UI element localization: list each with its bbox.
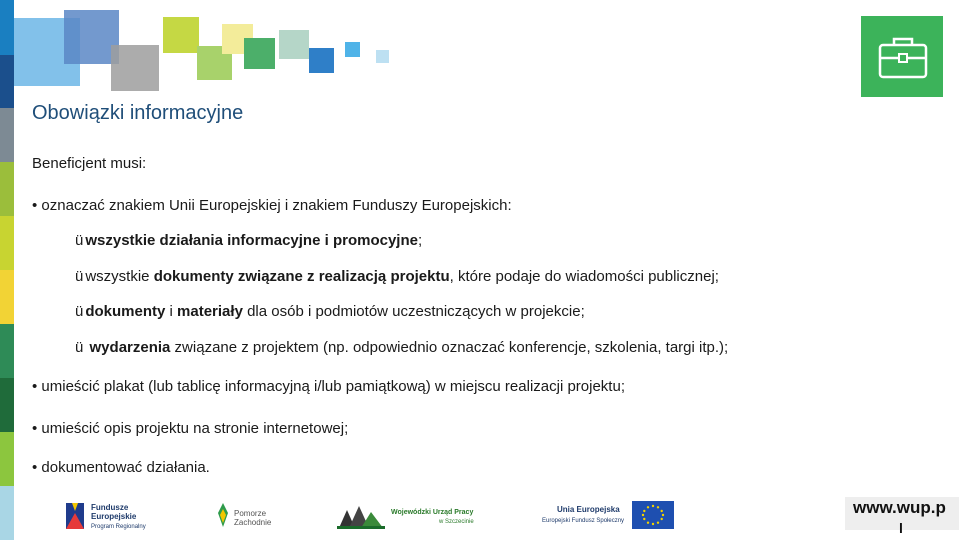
- logo-bar: [0, 495, 960, 540]
- page-title: Obowiązki informacyjne: [32, 102, 244, 124]
- square: [376, 50, 389, 63]
- pomorze-line1: Pomorze: [234, 509, 267, 518]
- bullet-2: • umieścić plakat (lub tablicę informacyjną i/lub pamiątkową) w miejscu realizacji projektu;: [32, 378, 625, 395]
- sub-item-2-pre: wszystkie: [85, 268, 154, 285]
- bullet-1: • oznaczać znakiem Unii Europejskiej i znakiem Funduszy Europejskich:: [32, 197, 512, 214]
- sub-item-4: [75, 339, 728, 356]
- sub-item-3: [75, 303, 585, 320]
- sub-item-4-rest: związane z projektem (np. odpowiednio oznaczać konferencje, szkolenia, targi itp.);: [170, 339, 729, 356]
- checkmark-icon: ü: [75, 232, 84, 249]
- sub-item-1-bold: wszystkie działania informacyjne i promocyjne: [85, 232, 418, 249]
- wup-logo: [337, 500, 487, 534]
- pomorze-logo-icon: [215, 501, 231, 529]
- sub-item-3-bold2: materiały: [177, 303, 243, 320]
- stripe-2: [0, 55, 14, 108]
- stripe-1: [0, 0, 14, 55]
- website-url-text: www.wup.p: [853, 498, 946, 517]
- bullet-3: • umieścić opis projektu na stronie internetowej;: [32, 420, 349, 437]
- stripe-3: [0, 108, 14, 162]
- checkmark-icon: ü: [75, 268, 84, 285]
- fe-line2: Europejskie: [91, 512, 137, 521]
- sub-item-4-bold: wydarzenia: [89, 339, 171, 356]
- eu-flag-icon: [632, 501, 674, 529]
- square: [163, 17, 199, 53]
- stripe-6: [0, 270, 14, 324]
- ue-logo: [540, 501, 680, 535]
- wup-line2: w Szczecinie: [439, 519, 474, 525]
- sub-item-2: [75, 268, 719, 285]
- pomorze-line2: Zachodnie: [234, 518, 272, 527]
- pomorze-logo: [215, 501, 285, 535]
- stripe-9: [0, 432, 14, 486]
- square: [345, 42, 360, 57]
- stripe-8: [0, 378, 14, 432]
- bullet-4: • dokumentować działania.: [32, 459, 210, 476]
- fe-line1: Fundusze: [91, 503, 129, 512]
- square: [309, 48, 334, 73]
- sub-item-3-mid: i: [165, 303, 178, 320]
- checkmark-icon: ü: [75, 303, 84, 320]
- ue-line1: Unia Europejska: [557, 505, 620, 514]
- sub-item-1: [75, 232, 422, 249]
- checkmark-icon: ü: [75, 339, 84, 356]
- fe-line3: Program Regionalny: [91, 524, 146, 530]
- briefcase-box: [861, 16, 943, 97]
- fe-logo-icon: [64, 499, 86, 533]
- stripe-5: [0, 216, 14, 270]
- sub-item-2-bold: dokumenty związane z realizacją projektu: [153, 268, 450, 285]
- wup-line1: Wojewódzki Urząd Pracy: [391, 509, 474, 516]
- square: [111, 45, 159, 91]
- stripe-7: [0, 324, 14, 378]
- wup-logo-icon: [337, 502, 387, 530]
- briefcase-icon: [861, 16, 943, 97]
- website-url[interactable]: [845, 497, 959, 536]
- sub-item-3-bold: dokumenty: [85, 303, 166, 320]
- stripe-4: [0, 162, 14, 216]
- fe-logo: [64, 499, 164, 535]
- sub-item-3-rest: dla osób i podmiotów uczestniczących w projekcie;: [242, 303, 585, 320]
- sub-item-2-rest: , które podaje do wiadomości publicznej;: [449, 268, 719, 285]
- ue-line2: Europejski Fundusz Społeczny: [542, 518, 625, 524]
- square: [279, 30, 309, 59]
- sub-item-1-rest: ;: [417, 232, 423, 249]
- square: [244, 38, 275, 69]
- website-url-cut: l: [899, 520, 903, 536]
- intro-text: Beneficjent musi:: [32, 155, 147, 172]
